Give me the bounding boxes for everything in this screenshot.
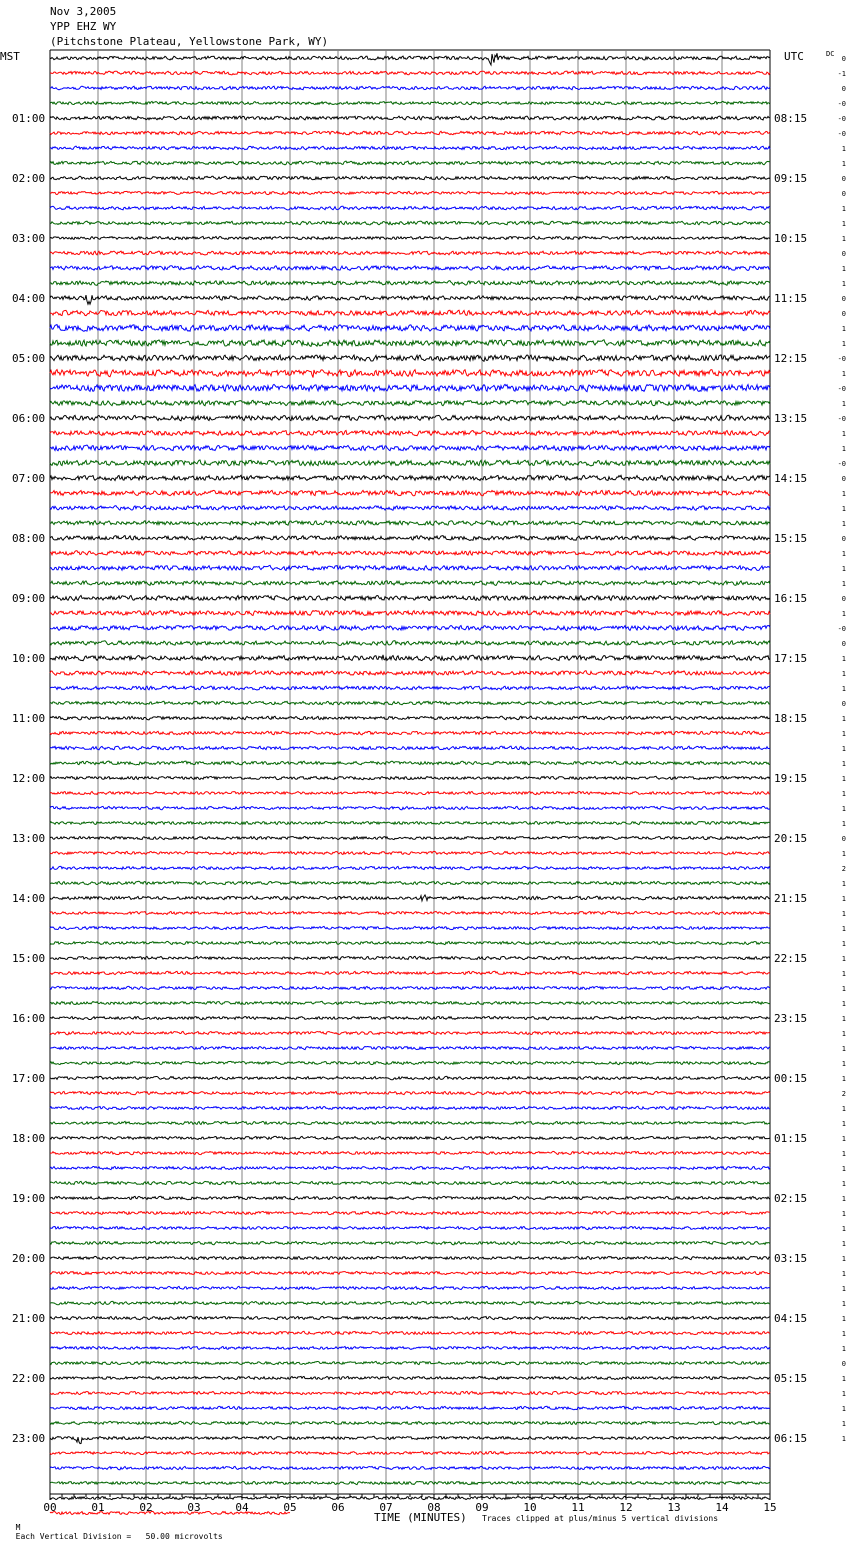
dc-offset-value: 1 xyxy=(841,1390,846,1398)
trace-line xyxy=(50,101,770,104)
trace-line xyxy=(50,1121,770,1124)
utc-hour-label: 05:15 xyxy=(774,1372,808,1385)
mst-hour-label: 13:00 xyxy=(12,832,46,845)
dc-offset-value: 1 xyxy=(841,445,846,453)
x-axis-title: TIME (MINUTES) xyxy=(374,1511,467,1524)
dc-offset-value: -0 xyxy=(837,385,846,393)
trace-line xyxy=(50,821,770,824)
dc-offset-value: 1 xyxy=(841,790,846,798)
dc-offset-value: 1 xyxy=(841,1000,846,1008)
dc-offset-value: 1 xyxy=(841,670,846,678)
trace-line xyxy=(50,776,770,779)
utc-hour-label: 03:15 xyxy=(774,1252,808,1265)
trace-line xyxy=(50,536,770,541)
trace-line xyxy=(50,1227,770,1230)
trace-line xyxy=(50,1466,770,1469)
trace-line xyxy=(50,986,770,989)
trace-line xyxy=(50,836,770,839)
trace-line xyxy=(50,1136,770,1139)
trace-line xyxy=(50,641,770,646)
dc-offset-value: 1 xyxy=(841,505,846,513)
station-name: YPP EHZ WY xyxy=(50,20,117,33)
trace-line xyxy=(50,716,770,720)
trace-line xyxy=(50,895,770,901)
utc-hour-label: 20:15 xyxy=(774,832,808,845)
x-tick-label: 15 xyxy=(763,1501,777,1514)
mst-hour-label: 20:00 xyxy=(12,1252,46,1265)
dc-offset-value: 1 xyxy=(841,955,846,963)
dc-offset-value: 0 xyxy=(841,295,846,303)
trace-line xyxy=(50,1361,770,1364)
trace-line xyxy=(50,1436,770,1443)
dc-offset-value: 1 xyxy=(841,850,846,858)
trace-line xyxy=(50,926,770,929)
trace-group xyxy=(50,53,770,1514)
utc-hour-label: 17:15 xyxy=(774,652,808,665)
dc-offset-value: 2 xyxy=(841,865,846,873)
utc-hour-label: 06:15 xyxy=(774,1432,808,1445)
trace-line xyxy=(50,116,770,120)
dc-offset-value: 1 xyxy=(841,325,846,333)
trace-line xyxy=(50,866,770,869)
trace-line xyxy=(50,340,770,347)
dc-offset-value: 0 xyxy=(841,1360,846,1368)
dc-offset-value: 1 xyxy=(841,1240,846,1248)
mst-hour-label: 12:00 xyxy=(12,772,46,785)
trace-line xyxy=(50,251,770,255)
mst-hour-label: 11:00 xyxy=(12,712,46,725)
dc-offset-value: -0 xyxy=(837,415,846,423)
trace-line xyxy=(50,460,770,466)
trace-line xyxy=(50,384,770,391)
trace-line xyxy=(50,655,770,661)
trace-line xyxy=(50,1076,770,1079)
x-tick-label: 00 xyxy=(43,1501,57,1514)
mst-hour-label: 09:00 xyxy=(12,592,46,605)
dc-offset-value: 1 xyxy=(841,1375,846,1383)
trace-line xyxy=(50,792,770,795)
dc-offset-value: 1 xyxy=(841,490,846,498)
trace-line xyxy=(50,506,770,511)
x-tick-label: 10 xyxy=(523,1501,537,1514)
dc-offset-value: -0 xyxy=(837,625,846,633)
utc-hour-label: 02:15 xyxy=(774,1192,808,1205)
utc-hour-label: 18:15 xyxy=(774,712,808,725)
dc-offset-value: 1 xyxy=(841,655,846,663)
trace-line xyxy=(50,71,770,75)
trace-line xyxy=(50,851,770,854)
trace-line xyxy=(50,731,770,735)
trace-line xyxy=(50,521,770,525)
utc-hour-label: 11:15 xyxy=(774,292,808,305)
trace-line xyxy=(50,1286,770,1289)
trace-line xyxy=(50,1091,770,1094)
trace-line xyxy=(50,221,770,225)
scale-note xyxy=(6,1514,223,1541)
trace-line xyxy=(50,941,770,944)
trace-line xyxy=(50,881,770,884)
x-tick-label: 14 xyxy=(715,1501,729,1514)
dc-offset-value: -1 xyxy=(837,70,846,78)
dc-offset-value: 1 xyxy=(841,925,846,933)
trace-line xyxy=(50,956,770,959)
mst-hour-label: 07:00 xyxy=(12,472,46,485)
trace-line xyxy=(50,761,770,765)
mst-hour-label: 14:00 xyxy=(12,892,46,905)
dc-offset-value: 1 xyxy=(841,1285,846,1293)
utc-axis-label: UTC xyxy=(784,50,804,63)
trace-line xyxy=(50,1451,770,1454)
dc-offset-value: 1 xyxy=(841,430,846,438)
dc-offset-value: 1 xyxy=(841,745,846,753)
dc-offset-value: 1 xyxy=(841,160,846,168)
dc-offset-value: 1 xyxy=(841,340,846,348)
trace-line xyxy=(50,86,770,90)
trace-line xyxy=(50,1061,770,1064)
trace-line xyxy=(50,1481,770,1484)
utc-hour-label: 14:15 xyxy=(774,472,808,485)
dc-offset-value: 1 xyxy=(841,280,846,288)
trace-line xyxy=(50,686,770,690)
utc-hour-label: 21:15 xyxy=(774,892,808,905)
dc-offset-value: 1 xyxy=(841,985,846,993)
dc-offset-value: 1 xyxy=(841,1075,846,1083)
x-tick-label: 05 xyxy=(283,1501,297,1514)
dc-offset-value: 1 xyxy=(841,1150,846,1158)
dc-label: DC xyxy=(826,50,835,58)
dc-offset-value: 1 xyxy=(841,1135,846,1143)
utc-hour-label: 22:15 xyxy=(774,952,808,965)
utc-hour-label: 04:15 xyxy=(774,1312,808,1325)
mst-hour-label: 08:00 xyxy=(12,532,46,545)
dc-offset-value: 1 xyxy=(841,1015,846,1023)
dc-offset-value: 1 xyxy=(841,550,846,558)
dc-offset-value: 1 xyxy=(841,565,846,573)
dc-offset-value: -0 xyxy=(837,460,846,468)
dc-offset-value: 1 xyxy=(841,775,846,783)
trace-line xyxy=(50,475,770,480)
trace-line xyxy=(50,1271,770,1274)
trace-line xyxy=(50,581,770,586)
dc-offset-value: 1 xyxy=(841,1120,846,1128)
trace-line xyxy=(50,1406,770,1409)
trace-line xyxy=(50,310,770,316)
trace-line xyxy=(50,565,770,570)
dc-offset-value: 0 xyxy=(841,475,846,483)
dc-offset-value: 1 xyxy=(841,1270,846,1278)
dc-offset-value: 1 xyxy=(841,1210,846,1218)
x-tick-label: 08 xyxy=(427,1501,441,1514)
utc-hour-label: 12:15 xyxy=(774,352,808,365)
dc-offset-value: 1 xyxy=(841,370,846,378)
x-tick-label: 04 xyxy=(235,1501,249,1514)
dc-offset-value: 2 xyxy=(841,1090,846,1098)
x-tick-label: 07 xyxy=(379,1501,393,1514)
dc-offset-value: 0 xyxy=(841,310,846,318)
dc-offset-value: 1 xyxy=(841,1225,846,1233)
dc-offset-value: 1 xyxy=(841,1030,846,1038)
dc-offset-value: 1 xyxy=(841,1330,846,1338)
trace-line xyxy=(50,1196,770,1199)
dc-offset-value: 0 xyxy=(841,190,846,198)
trace-line xyxy=(50,1301,770,1304)
mst-hour-label: 18:00 xyxy=(12,1132,46,1145)
trace-line xyxy=(50,1211,770,1214)
dc-offset-value: 1 xyxy=(841,1405,846,1413)
trace-line xyxy=(50,1031,770,1034)
dc-offset-value: 1 xyxy=(841,400,846,408)
trace-line xyxy=(50,1151,770,1154)
dc-offset-value: -0 xyxy=(837,130,846,138)
dc-offset-value: 1 xyxy=(841,520,846,528)
mst-hour-label: 03:00 xyxy=(12,232,46,245)
dc-offset-value: 1 xyxy=(841,820,846,828)
plot-date: Nov 3,2005 xyxy=(50,5,117,18)
dc-offset-value: 1 xyxy=(841,760,846,768)
mst-hour-label: 16:00 xyxy=(12,1012,46,1025)
dc-offset-value: 1 xyxy=(841,1435,846,1443)
trace-line xyxy=(50,53,770,65)
dc-offset-value: 1 xyxy=(841,265,846,273)
dc-offset-value: 1 xyxy=(841,880,846,888)
trace-line xyxy=(50,971,770,974)
dc-offset-value: 1 xyxy=(841,805,846,813)
x-tick-label: 09 xyxy=(475,1501,489,1514)
trace-line xyxy=(50,626,770,631)
dc-offset-value: 1 xyxy=(841,145,846,153)
trace-line xyxy=(50,671,770,676)
dc-offset-value: 1 xyxy=(841,1045,846,1053)
trace-line xyxy=(50,415,770,421)
trace-line xyxy=(50,131,770,135)
trace-line xyxy=(50,490,770,495)
x-tick-label: 13 xyxy=(667,1501,681,1514)
x-tick-label: 12 xyxy=(619,1501,633,1514)
dc-offset-value: 1 xyxy=(841,685,846,693)
trace-line xyxy=(50,1181,770,1184)
mst-hour-label: 10:00 xyxy=(12,652,46,665)
trace-line xyxy=(50,1346,770,1349)
dc-offset-value: 1 xyxy=(841,1060,846,1068)
trace-line xyxy=(50,176,770,180)
dc-offset-value: 0 xyxy=(841,835,846,843)
dc-offset-value: 0 xyxy=(841,640,846,648)
dc-offset-value: 1 xyxy=(841,970,846,978)
dc-offset-value: 1 xyxy=(841,220,846,228)
dc-offset-value: 1 xyxy=(841,715,846,723)
clip-note: Traces clipped at plus/minus 5 vertical divisions xyxy=(482,1514,719,1523)
dc-offset-value: 1 xyxy=(841,730,846,738)
utc-hour-label: 08:15 xyxy=(774,112,808,125)
trace-line xyxy=(50,355,770,361)
x-tick-label: 01 xyxy=(91,1501,105,1514)
mst-hour-label: 17:00 xyxy=(12,1072,46,1085)
dc-offset-value: 1 xyxy=(841,1315,846,1323)
trace-line xyxy=(50,596,770,601)
dc-offset-value: 1 xyxy=(841,1165,846,1173)
dc-offset-value: 0 xyxy=(841,55,846,63)
scale-text: Each Vertical Division = 50.00 microvolts xyxy=(15,1532,223,1541)
dc-offset-value: 1 xyxy=(841,580,846,588)
mst-hour-label: 06:00 xyxy=(12,412,46,425)
mst-hour-label: 19:00 xyxy=(12,1192,46,1205)
utc-hour-label: 13:15 xyxy=(774,412,808,425)
mst-hour-label: 22:00 xyxy=(12,1372,46,1385)
dc-offset-value: 0 xyxy=(841,700,846,708)
trace-line xyxy=(50,701,770,705)
dc-offset-value: 1 xyxy=(841,895,846,903)
dc-offset-value: 1 xyxy=(841,1420,846,1428)
dc-offset-value: 1 xyxy=(841,1180,846,1188)
mst-hour-label: 02:00 xyxy=(12,172,46,185)
trace-line xyxy=(50,325,770,332)
utc-hour-label: 19:15 xyxy=(774,772,808,785)
utc-hour-label: 10:15 xyxy=(774,232,808,245)
dc-offset-value: 1 xyxy=(841,910,846,918)
trace-line xyxy=(50,266,770,271)
trace-line xyxy=(50,400,770,405)
dc-offset-value: 1 xyxy=(841,1300,846,1308)
trace-line xyxy=(50,1016,770,1019)
trace-line xyxy=(50,431,770,436)
x-tick-label: 06 xyxy=(331,1501,345,1514)
mst-hour-label: 15:00 xyxy=(12,952,46,965)
mst-hour-label: 23:00 xyxy=(12,1432,46,1445)
trace-line xyxy=(50,1256,770,1259)
trace-line xyxy=(50,1046,770,1049)
trace-line xyxy=(50,1001,770,1004)
dc-offset-value: 1 xyxy=(841,1345,846,1353)
mst-axis-label: MST xyxy=(0,50,20,63)
dc-offset-value: 1 xyxy=(841,940,846,948)
trace-line xyxy=(50,206,770,210)
dc-offset-value: 1 xyxy=(841,1195,846,1203)
utc-hour-label: 00:15 xyxy=(774,1072,808,1085)
mst-hour-label: 05:00 xyxy=(12,352,46,365)
trace-line xyxy=(50,911,770,914)
dc-offset-value: 0 xyxy=(841,250,846,258)
trace-line xyxy=(50,1106,770,1109)
x-tick-label: 02 xyxy=(139,1501,153,1514)
trace-line xyxy=(50,445,770,451)
dc-offset-value: 1 xyxy=(841,1105,846,1113)
trace-line xyxy=(50,551,770,556)
trace-line xyxy=(50,1241,770,1244)
trace-line xyxy=(50,161,770,165)
utc-hour-label: 23:15 xyxy=(774,1012,808,1025)
station-location: (Pitchstone Plateau, Yellowstone Park, WY) xyxy=(50,35,329,48)
mst-hour-label: 21:00 xyxy=(12,1312,46,1325)
utc-hour-label: 15:15 xyxy=(774,532,808,545)
mst-hour-label: 04:00 xyxy=(12,292,46,305)
trace-line xyxy=(50,1166,770,1169)
trace-line xyxy=(50,1316,770,1319)
trace-line xyxy=(50,1421,770,1424)
dc-offset-value: -0 xyxy=(837,355,846,363)
dc-offset-value: 0 xyxy=(841,595,846,603)
trace-line xyxy=(50,295,770,304)
utc-hour-label: 01:15 xyxy=(774,1132,808,1145)
dc-offset-value: 0 xyxy=(841,175,846,183)
dc-offset-value: 0 xyxy=(841,85,846,93)
scale-mark: M xyxy=(15,1523,21,1532)
utc-hour-label: 09:15 xyxy=(774,172,808,185)
trace-line xyxy=(50,1391,770,1394)
dc-offset-value: -0 xyxy=(837,100,846,108)
dc-offset-value: -0 xyxy=(837,115,846,123)
trace-line xyxy=(50,146,770,150)
dc-offset-value: 1 xyxy=(841,610,846,618)
trace-line xyxy=(50,236,770,239)
x-tick-label: 03 xyxy=(187,1501,201,1514)
utc-hour-label: 16:15 xyxy=(774,592,808,605)
trace-line xyxy=(50,746,770,750)
label-group xyxy=(12,55,846,1514)
trace-line xyxy=(50,191,770,194)
trace-line xyxy=(50,806,770,809)
x-tick-label: 11 xyxy=(571,1501,585,1514)
dc-offset-value: 1 xyxy=(841,1255,846,1263)
dc-offset-value: 1 xyxy=(841,205,846,213)
trace-line xyxy=(50,370,770,378)
trace-line xyxy=(50,281,770,286)
trace-line xyxy=(50,1376,770,1379)
dc-offset-value: 1 xyxy=(841,235,846,243)
trace-line xyxy=(50,610,770,615)
mst-hour-label: 01:00 xyxy=(12,112,46,125)
trace-line xyxy=(50,1331,770,1334)
dc-offset-value: 0 xyxy=(841,535,846,543)
